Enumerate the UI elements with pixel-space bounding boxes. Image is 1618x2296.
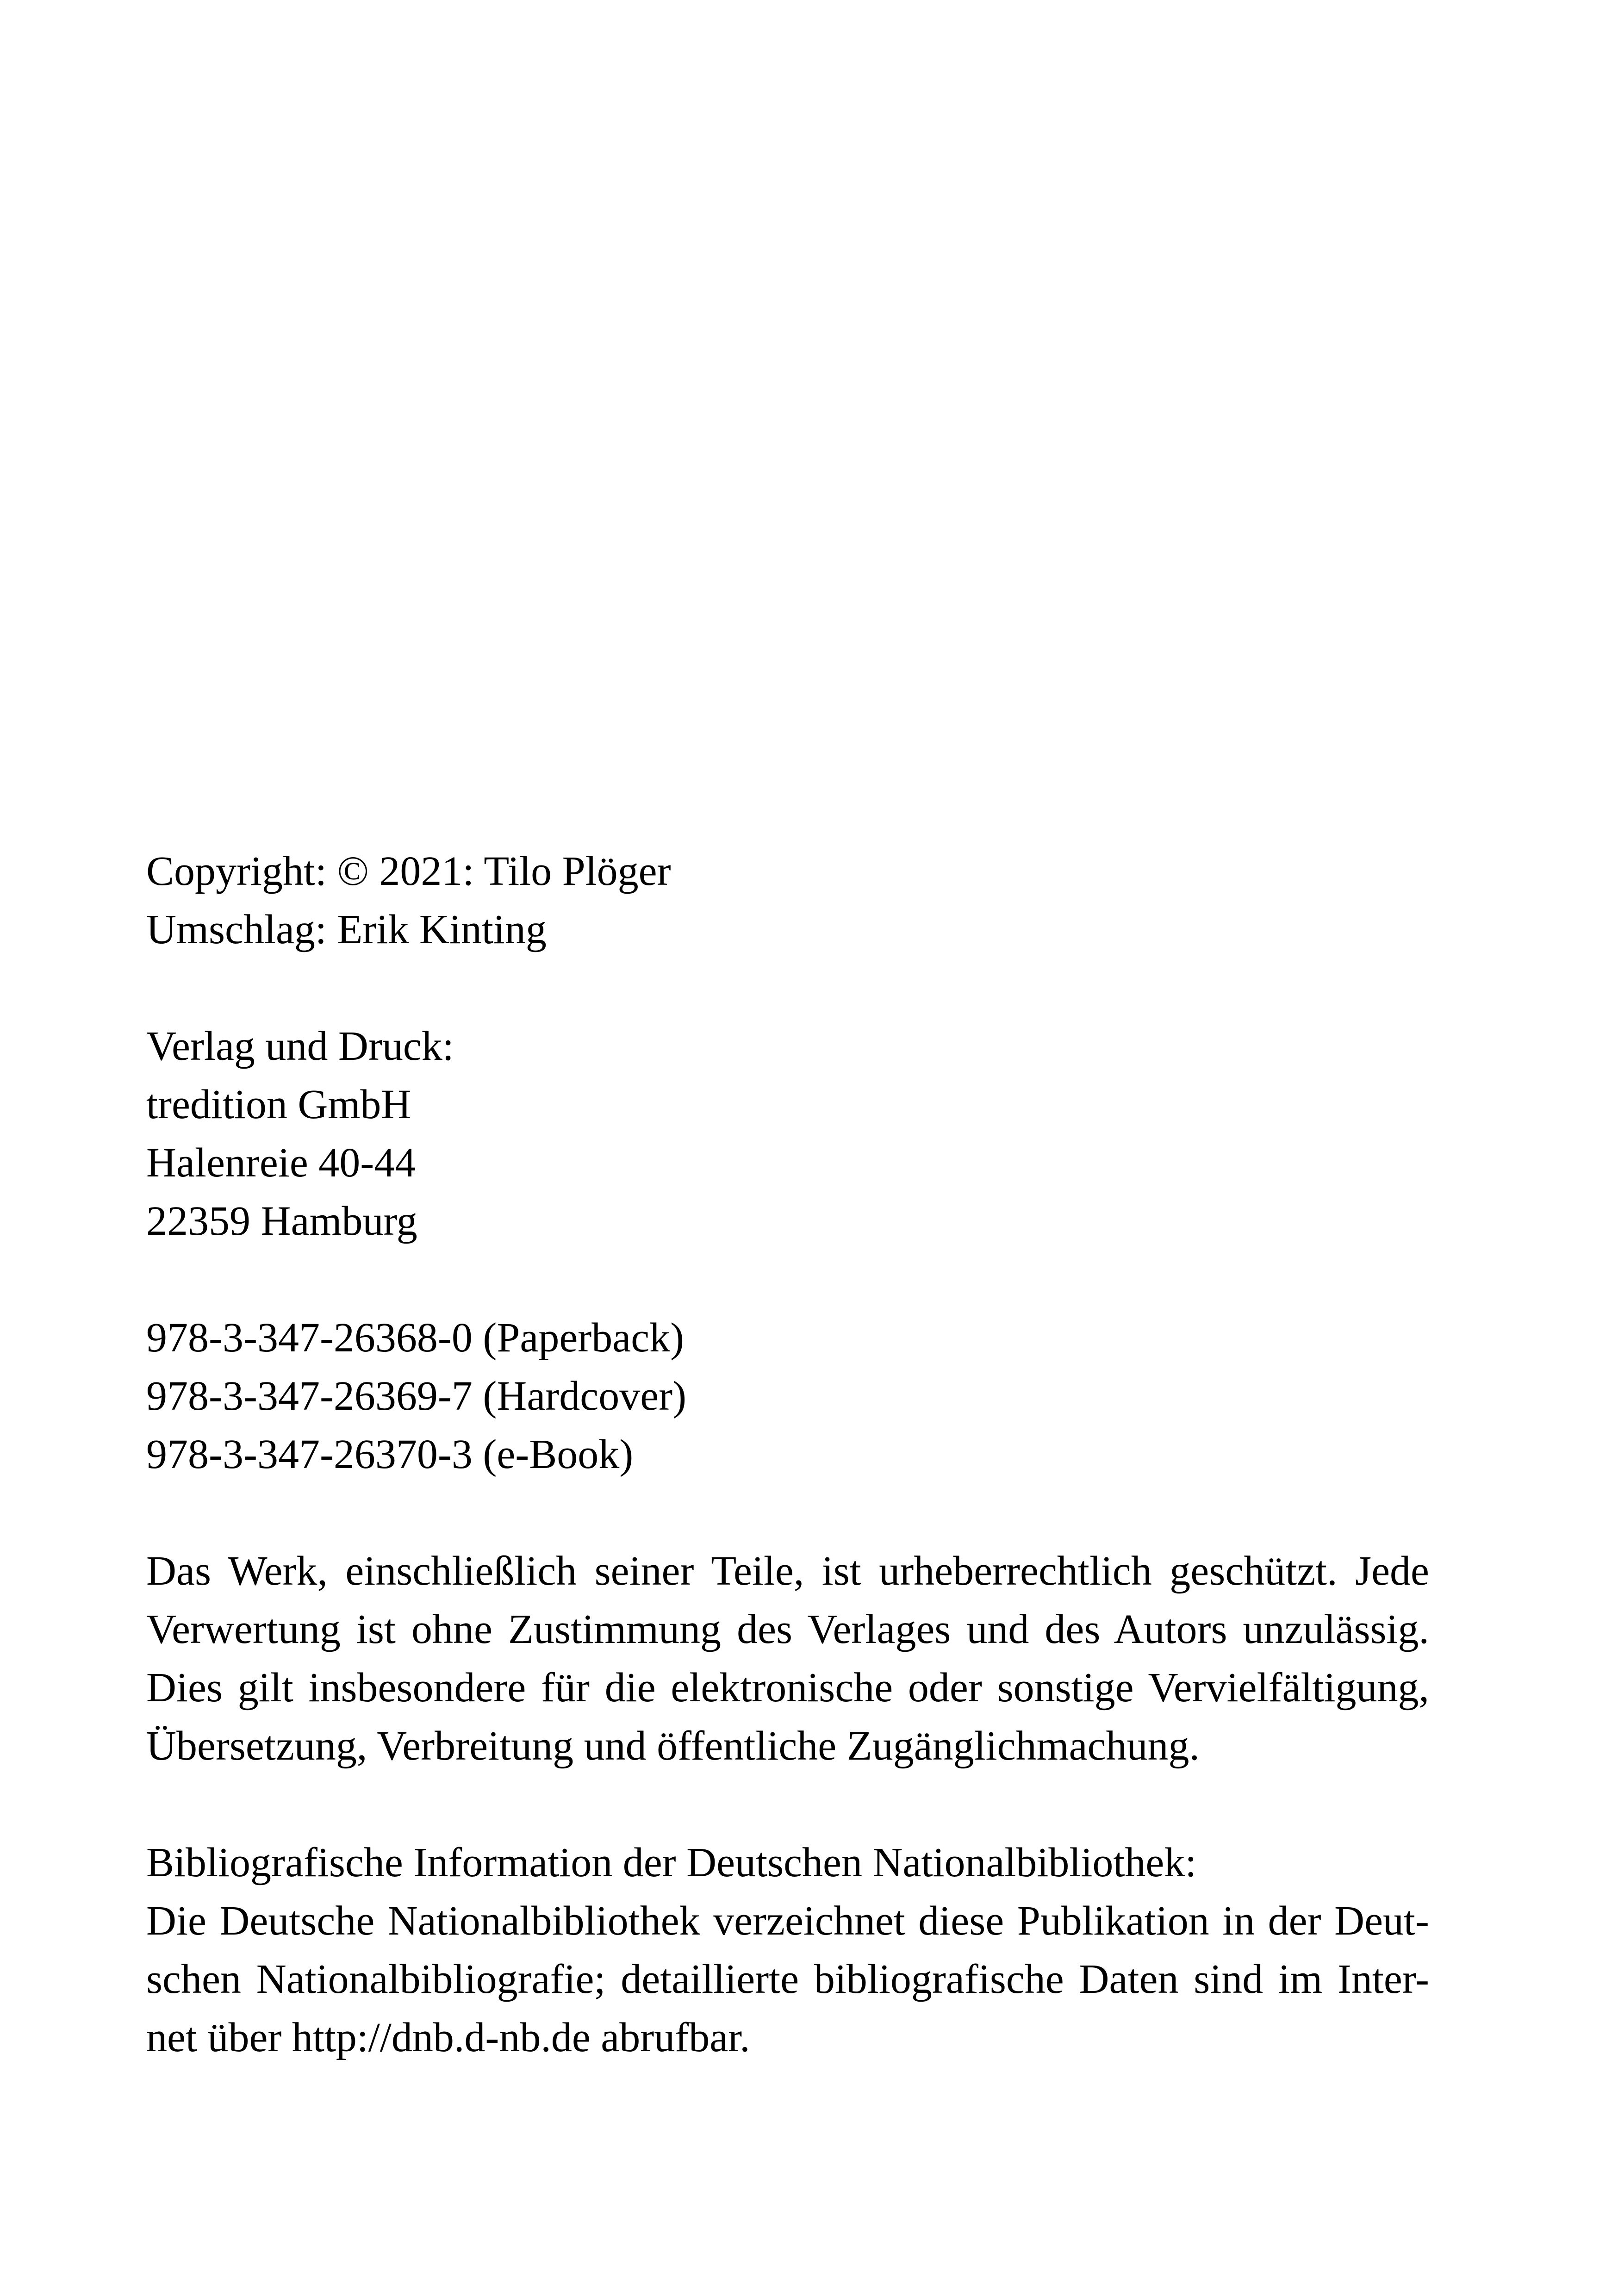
publisher-city: 22359 Hamburg — [146, 1198, 417, 1244]
bibliographic-heading: Bibliografische Information der Deutschen Nationalbibliothek: — [146, 1840, 1197, 1885]
isbn-paperback: 978-3-347-26368-0 (Paperback) — [146, 1315, 685, 1361]
bibliographic-line-3: net über http://dnb.d-nb.de abrufbar. — [146, 2015, 750, 2060]
spacer — [146, 1251, 1429, 1309]
spacer — [146, 1775, 1429, 1834]
spacer — [146, 1484, 1429, 1542]
bibliographic-paragraph — [146, 1892, 1429, 2067]
imprint-content — [146, 842, 1429, 2067]
rights-paragraph — [146, 1542, 1429, 1775]
rights-line-2: Verwertung ist ohne Zustimmung des Verlages und des Autors unzulässig. — [146, 1606, 1429, 1652]
spacer — [146, 959, 1429, 1017]
rights-line-4: Übersetzung, Verbreitung und öffentliche Zugänglichmachung. — [146, 1723, 1200, 1769]
bibliographic-line-2: schen Nationalbibliografie; detaillierte bibliografische Daten sind im Inter- — [146, 1956, 1429, 2002]
rights-line-3: Dies gilt insbesondere für die elektronische oder sonstige Vervielfältigung, — [146, 1665, 1429, 1711]
bibliographic-line-1: Die Deutsche Nationalbibliothek verzeichnet diese Publikation in der Deut- — [146, 1898, 1429, 1944]
publisher-name: tredition GmbH — [146, 1082, 411, 1127]
publisher-street: Halenreie 40-44 — [146, 1140, 416, 1186]
isbn-hardcover: 978-3-347-26369-7 (Hardcover) — [146, 1373, 687, 1419]
publisher-heading: Verlag und Druck: — [146, 1023, 454, 1069]
copyright-line: Copyright: © 2021: Tilo Plöger — [146, 848, 671, 894]
cover-credit-line: Umschlag: Erik Kinting — [146, 907, 547, 952]
rights-line-1: Das Werk, einschließlich seiner Teile, ist urheberrechtlich geschützt. Jede — [146, 1548, 1429, 1594]
isbn-ebook: 978-3-347-26370-3 (e-Book) — [146, 1431, 634, 1477]
